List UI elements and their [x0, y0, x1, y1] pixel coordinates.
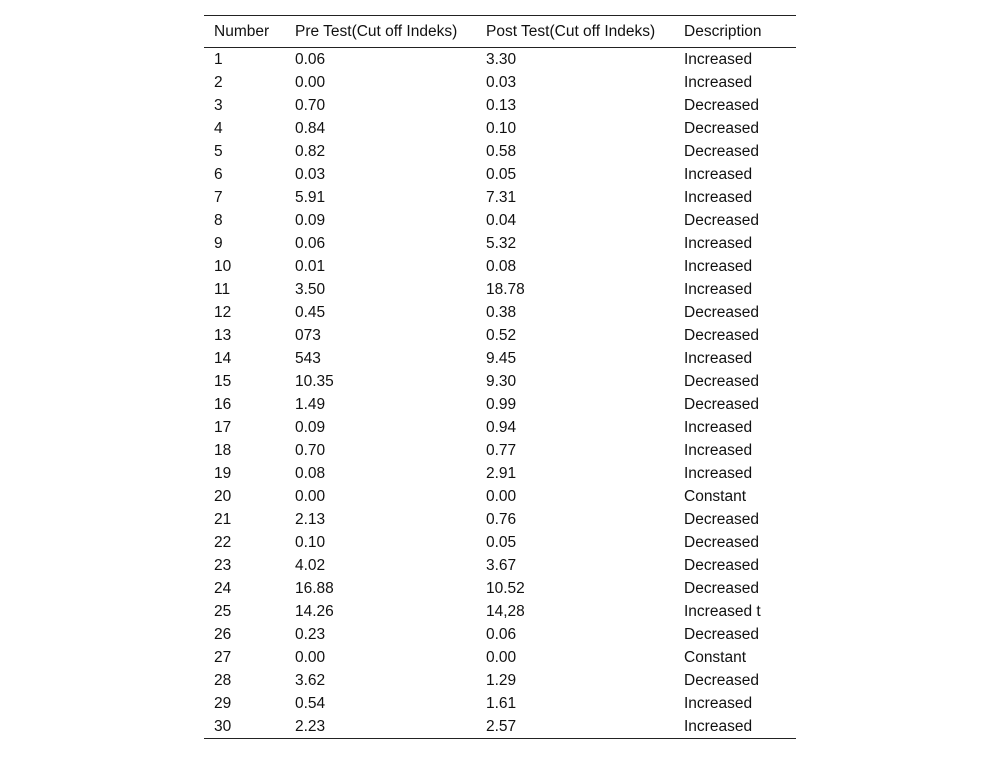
cell-pre-test: 1.49: [295, 395, 326, 413]
cell-description: Constant: [684, 648, 747, 666]
cell-pre-test: 0.00: [295, 487, 326, 505]
cell-description: Increased: [684, 717, 753, 735]
table-row: [204, 71, 796, 94]
table-row: [204, 186, 796, 209]
cell-description: Decreased: [684, 119, 759, 137]
cell-number: 7: [214, 188, 223, 206]
cell-number: 22: [214, 533, 232, 551]
table-row: [204, 393, 796, 416]
cell-pre-test: 0.09: [295, 211, 326, 229]
cell-description: Decreased: [684, 510, 759, 528]
table-row: [204, 439, 796, 462]
cell-post-test: 0.04: [486, 211, 517, 229]
table-row: [204, 416, 796, 439]
cell-pre-test: 0.10: [295, 533, 326, 551]
cell-description: Decreased: [684, 326, 759, 344]
cell-number: 20: [214, 487, 232, 505]
cell-number: 10: [214, 257, 232, 275]
cell-pre-test: 3.62: [295, 671, 326, 689]
cell-post-test: 0.05: [486, 533, 517, 551]
table-row: [204, 485, 796, 508]
cell-number: 5: [214, 142, 223, 160]
cell-description: Constant: [684, 487, 747, 505]
cell-number: 8: [214, 211, 223, 229]
cell-pre-test: 0.00: [295, 648, 326, 666]
cell-description: Decreased: [684, 372, 759, 390]
cell-pre-test: 0.45: [295, 303, 326, 321]
cell-pre-test: 0.23: [295, 625, 326, 643]
cell-number: 15: [214, 372, 232, 390]
cell-pre-test: 16.88: [295, 579, 334, 597]
cell-number: 21: [214, 510, 232, 528]
cell-number: 17: [214, 418, 232, 436]
cell-post-test: 0.76: [486, 510, 517, 528]
cell-post-test: 0.38: [486, 303, 517, 321]
table-row: [204, 462, 796, 485]
cell-post-test: 0.58: [486, 142, 517, 160]
cell-pre-test: 0.06: [295, 234, 326, 252]
cell-post-test: 10.52: [486, 579, 525, 597]
cell-description: Decreased: [684, 533, 759, 551]
cell-post-test: 0.94: [486, 418, 517, 436]
cell-number: 24: [214, 579, 232, 597]
cell-number: 29: [214, 694, 232, 712]
cell-pre-test: 10.35: [295, 372, 334, 390]
table-row: [204, 669, 796, 692]
results-table: [204, 15, 796, 739]
column-header-description: Description: [684, 22, 762, 40]
cell-post-test: 9.30: [486, 372, 517, 390]
table-body: [204, 48, 796, 739]
cell-post-test: 0.08: [486, 257, 517, 275]
cell-description: Increased: [684, 694, 753, 712]
cell-pre-test: 0.00: [295, 73, 326, 91]
table-row: [204, 140, 796, 163]
cell-pre-test: 0.70: [295, 96, 326, 114]
cell-post-test: 7.31: [486, 188, 517, 206]
results-table-container: [204, 15, 796, 739]
cell-description: Increased: [684, 280, 753, 298]
cell-pre-test: 3.50: [295, 280, 326, 298]
cell-number: 12: [214, 303, 232, 321]
cell-pre-test: 0.08: [295, 464, 326, 482]
cell-pre-test: 14.26: [295, 602, 334, 620]
cell-pre-test: 0.03: [295, 165, 326, 183]
cell-number: 30: [214, 717, 232, 735]
cell-number: 13: [214, 326, 232, 344]
cell-pre-test: 2.23: [295, 717, 326, 735]
cell-number: 2: [214, 73, 223, 91]
cell-description: Increased: [684, 349, 753, 367]
table-row: [204, 94, 796, 117]
cell-pre-test: 2.13: [295, 510, 326, 528]
cell-description: Increased: [684, 464, 753, 482]
cell-description: Increased: [684, 234, 753, 252]
table-row: [204, 117, 796, 140]
cell-number: 26: [214, 625, 232, 643]
cell-post-test: 0.03: [486, 73, 517, 91]
cell-description: Decreased: [684, 142, 759, 160]
table-header: [204, 16, 796, 48]
cell-description: Decreased: [684, 579, 759, 597]
cell-description: Increased: [684, 441, 753, 459]
cell-pre-test: 0.84: [295, 119, 326, 137]
cell-post-test: 0.52: [486, 326, 517, 344]
cell-post-test: 14,28: [486, 602, 525, 620]
cell-description: Increased: [684, 188, 753, 206]
cell-description: Decreased: [684, 556, 759, 574]
cell-post-test: 0.99: [486, 395, 517, 413]
cell-number: 28: [214, 671, 232, 689]
cell-pre-test: 0.54: [295, 694, 326, 712]
cell-description: Decreased: [684, 625, 759, 643]
cell-number: 19: [214, 464, 232, 482]
cell-pre-test: 0.09: [295, 418, 326, 436]
column-header-post-test: Post Test(Cut off Indeks): [486, 22, 656, 40]
table-row: [204, 508, 796, 531]
table-row: [204, 531, 796, 554]
cell-post-test: 0.13: [486, 96, 517, 114]
cell-pre-test: 0.01: [295, 257, 326, 275]
cell-number: 4: [214, 119, 223, 137]
cell-post-test: 0.10: [486, 119, 517, 137]
table-row: [204, 347, 796, 370]
cell-description: Decreased: [684, 395, 759, 413]
cell-post-test: 0.05: [486, 165, 517, 183]
cell-post-test: 0.06: [486, 625, 517, 643]
cell-pre-test: 543: [295, 349, 321, 367]
column-header-pre-test: Pre Test(Cut off Indeks): [295, 22, 458, 40]
header-row: [204, 16, 796, 48]
cell-pre-test: 073: [295, 326, 321, 344]
cell-post-test: 9.45: [486, 349, 517, 367]
table-row: [204, 370, 796, 393]
table-row: [204, 577, 796, 600]
cell-post-test: 1.29: [486, 671, 517, 689]
table-row: [204, 646, 796, 669]
cell-number: 9: [214, 234, 223, 252]
cell-description: Increased t: [684, 602, 761, 620]
cell-number: 25: [214, 602, 232, 620]
cell-post-test: 0.77: [486, 441, 517, 459]
cell-post-test: 1.61: [486, 694, 517, 712]
table-row: [204, 301, 796, 324]
cell-number: 23: [214, 556, 232, 574]
cell-pre-test: 4.02: [295, 556, 326, 574]
table-row: [204, 715, 796, 739]
table-row: [204, 232, 796, 255]
cell-description: Decreased: [684, 211, 759, 229]
table-row: [204, 692, 796, 715]
table-row: [204, 163, 796, 186]
table-row: [204, 255, 796, 278]
cell-post-test: 5.32: [486, 234, 517, 252]
cell-description: Decreased: [684, 303, 759, 321]
cell-post-test: 3.67: [486, 556, 517, 574]
cell-number: 1: [214, 50, 223, 68]
table-row: [204, 48, 796, 72]
table-row: [204, 554, 796, 577]
cell-number: 14: [214, 349, 232, 367]
cell-number: 6: [214, 165, 223, 183]
cell-number: 18: [214, 441, 232, 459]
cell-post-test: 2.91: [486, 464, 517, 482]
cell-description: Increased: [684, 165, 753, 183]
table-row: [204, 209, 796, 232]
cell-number: 3: [214, 96, 223, 114]
cell-post-test: 18.78: [486, 280, 525, 298]
table-row: [204, 324, 796, 347]
column-header-number: Number: [214, 22, 270, 40]
cell-number: 27: [214, 648, 232, 666]
cell-description: Decreased: [684, 671, 759, 689]
cell-pre-test: 0.82: [295, 142, 326, 160]
cell-description: Increased: [684, 50, 753, 68]
cell-description: Decreased: [684, 96, 759, 114]
cell-post-test: 2.57: [486, 717, 517, 735]
cell-number: 16: [214, 395, 232, 413]
cell-post-test: 0.00: [486, 487, 517, 505]
cell-pre-test: 5.91: [295, 188, 326, 206]
table-row: [204, 623, 796, 646]
table-row: [204, 278, 796, 301]
cell-number: 11: [214, 280, 231, 298]
cell-description: Increased: [684, 257, 753, 275]
table-row: [204, 600, 796, 623]
cell-pre-test: 0.06: [295, 50, 326, 68]
cell-description: Increased: [684, 418, 753, 436]
cell-pre-test: 0.70: [295, 441, 326, 459]
cell-post-test: 3.30: [486, 50, 517, 68]
cell-description: Increased: [684, 73, 753, 91]
cell-post-test: 0.00: [486, 648, 517, 666]
